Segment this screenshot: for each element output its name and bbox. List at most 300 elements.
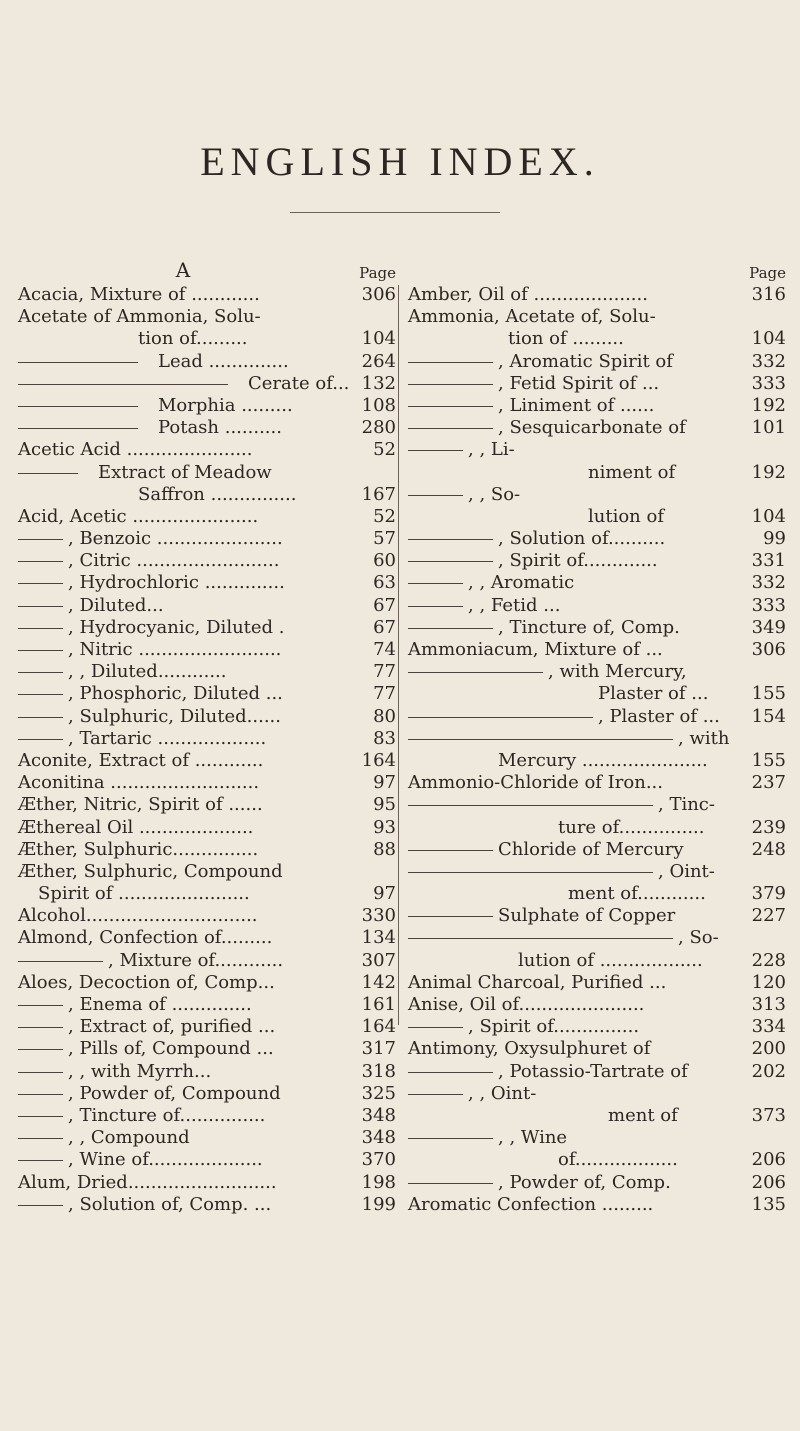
- ditto-dash: [18, 539, 63, 540]
- right-column-header: [408, 258, 786, 284]
- entry-term: Almond, Confection of.........: [18, 927, 273, 949]
- entry-page-number: 97: [373, 883, 396, 905]
- ditto-dash: [408, 1183, 493, 1184]
- index-entry: [408, 728, 786, 750]
- index-entry: [408, 883, 786, 905]
- ditto-dash: [408, 561, 493, 562]
- index-entry: [408, 1061, 786, 1083]
- entry-term: , Powder of, Comp.: [498, 1171, 671, 1193]
- page-label: Page: [359, 264, 396, 282]
- entry-page-number: 67: [373, 616, 396, 638]
- entry-page-number: 334: [751, 1016, 786, 1038]
- entry-page-number: 264: [361, 350, 396, 372]
- index-entry: [18, 439, 396, 461]
- ditto-dash: [408, 916, 493, 917]
- index-entry: [18, 750, 396, 772]
- index-entry: [408, 861, 786, 883]
- left-column: [18, 258, 396, 1216]
- entry-term: , Fetid Spirit of ...: [498, 372, 660, 394]
- index-entry: [18, 550, 396, 572]
- entry-term: Aromatic Confection .........: [408, 1193, 654, 1215]
- index-entry: [18, 794, 396, 816]
- index-entry: [18, 351, 396, 373]
- entry-page-number: 192: [751, 461, 786, 483]
- ditto-dash: [18, 1049, 63, 1050]
- entry-term: , Nitric .........................: [68, 639, 282, 660]
- entry-page-number: 154: [751, 705, 786, 727]
- entry-page-number: 52: [373, 505, 396, 527]
- entry-page-number: 88: [373, 838, 396, 860]
- index-entry: [408, 1194, 786, 1216]
- entry-page-number: 198: [361, 1171, 396, 1193]
- entry-page-number: 60: [373, 550, 396, 572]
- entry-term: , , Wine: [498, 1127, 568, 1149]
- entry-page-number: 63: [373, 572, 396, 594]
- entry-page-number: 280: [361, 417, 396, 439]
- entry-page-number: 164: [361, 749, 396, 771]
- index-entry: [18, 639, 396, 661]
- entry-term: , Tincture of...............: [68, 1104, 266, 1126]
- entry-term: Alum, Dried..........................: [18, 1171, 277, 1193]
- ditto-dash: [18, 473, 78, 474]
- index-entry: [18, 1038, 396, 1060]
- entry-term: Ammonio-Chloride of Iron...: [408, 772, 663, 794]
- entry-page-number: 199: [361, 1193, 396, 1215]
- entry-term: Æther, Nitric, Spirit of ......: [18, 794, 263, 816]
- index-entry: [18, 1172, 396, 1194]
- entry-term: , Aromatic Spirit of: [498, 350, 673, 372]
- entry-page-number: 155: [751, 749, 786, 771]
- entry-term: , Potassio-Tartrate of: [498, 1060, 688, 1082]
- index-entry: [18, 506, 396, 528]
- index-entry: [408, 617, 786, 639]
- entry-term: , , Aromatic: [468, 572, 575, 594]
- index-entry: [18, 572, 396, 594]
- entry-page-number: 104: [751, 328, 786, 350]
- ditto-dash: [18, 1205, 63, 1206]
- entry-page-number: 330: [361, 905, 396, 927]
- entry-term: , Enema of ..............: [68, 994, 252, 1015]
- entry-term: , Hydrocyanic, Diluted .: [68, 616, 285, 638]
- entry-term: Æther, Sulphuric...............: [18, 838, 259, 860]
- entry-term: , Tincture of, Comp.: [498, 616, 680, 638]
- ditto-dash: [408, 450, 463, 451]
- entry-term: niment of: [588, 461, 676, 483]
- page-label: Page: [749, 264, 786, 282]
- entry-term: , Solution of..........: [498, 528, 666, 550]
- entry-page-number: 202: [751, 1060, 786, 1082]
- index-entry: [408, 528, 786, 550]
- entry-page-number: 57: [373, 528, 396, 550]
- entry-term: tion of .........: [508, 328, 624, 350]
- entry-page-number: 316: [751, 284, 786, 305]
- index-entry: [18, 817, 396, 839]
- index-entry: [18, 306, 396, 328]
- ditto-dash: [408, 406, 493, 407]
- index-entry: [18, 994, 396, 1016]
- index-entry: [408, 439, 786, 461]
- ditto-dash: [18, 694, 63, 695]
- entry-page-number: 200: [751, 1038, 786, 1060]
- entry-term: ment of: [608, 1104, 678, 1126]
- ditto-dash: [408, 428, 493, 429]
- entry-term: , Hydrochloric ..............: [68, 572, 285, 594]
- entry-term: ture of...............: [558, 816, 705, 838]
- entry-page-number: 306: [751, 639, 786, 660]
- ditto-dash: [18, 1138, 63, 1139]
- entry-page-number: 318: [361, 1060, 396, 1082]
- entry-term: , Extract of, purified ...: [68, 1016, 276, 1038]
- ditto-dash: [18, 717, 63, 718]
- index-entry: [408, 661, 786, 683]
- entry-term: Saffron ...............: [138, 483, 297, 505]
- index-entry: [18, 861, 396, 883]
- index-entry: [408, 683, 786, 705]
- entry-page-number: 95: [373, 794, 396, 816]
- ditto-dash: [18, 1005, 63, 1006]
- entry-page-number: 332: [751, 572, 786, 594]
- entry-term: , , So-: [468, 483, 521, 505]
- entry-term: Ammoniacum, Mixture of ...: [408, 639, 663, 660]
- index-entry: [408, 373, 786, 395]
- index-entry: [408, 417, 786, 439]
- entry-page-number: 161: [361, 994, 396, 1015]
- entry-term: , Phosphoric, Diluted ...: [68, 683, 283, 705]
- entry-term: of..................: [558, 1149, 678, 1171]
- index-entry: [408, 1127, 786, 1149]
- entry-term: , , Compound: [68, 1127, 190, 1149]
- entry-term: , Plaster of ...: [598, 705, 720, 727]
- entry-term: Aloes, Decoction of, Comp...: [18, 971, 275, 993]
- entry-term: Acetic Acid ......................: [18, 439, 253, 461]
- ditto-dash: [18, 1027, 63, 1028]
- entry-term: , Benzoic ......................: [68, 528, 283, 550]
- entry-page-number: 332: [751, 350, 786, 372]
- title-rule: [290, 212, 500, 213]
- entry-page-number: 104: [751, 505, 786, 527]
- entry-term: Ammonia, Acetate of, Solu-: [408, 306, 656, 328]
- entry-page-number: 74: [373, 639, 396, 660]
- index-entry: [18, 417, 396, 439]
- ditto-dash: [408, 672, 543, 673]
- index-entry: [408, 550, 786, 572]
- ditto-dash: [18, 739, 63, 740]
- index-entry: [18, 373, 396, 395]
- entry-term: , , Oint-: [468, 1082, 537, 1104]
- ditto-dash: [408, 628, 493, 629]
- entry-term: , Tartaric ...................: [68, 727, 267, 749]
- entry-page-number: 333: [751, 594, 786, 616]
- entry-term: Plaster of ...: [598, 683, 709, 705]
- entry-term: , with Mercury,: [548, 661, 687, 683]
- index-entry: [408, 328, 786, 350]
- entry-term: , Spirit of.............: [498, 550, 658, 572]
- entry-page-number: 370: [361, 1149, 396, 1171]
- index-entry: [408, 927, 786, 949]
- entry-term: , Pills of, Compound ...: [68, 1038, 274, 1060]
- entry-term: , Mixture of............: [108, 949, 284, 971]
- entry-term: , Wine of....................: [68, 1149, 263, 1171]
- entry-page-number: 104: [361, 328, 396, 350]
- entry-page-number: 325: [361, 1082, 396, 1104]
- entry-page-number: 313: [751, 994, 786, 1015]
- entry-term: , Citric .........................: [68, 550, 280, 572]
- entry-term: Chloride of Mercury: [498, 838, 684, 860]
- index-entry: [408, 994, 786, 1016]
- index-entry: [18, 683, 396, 705]
- entry-page-number: 348: [361, 1104, 396, 1126]
- entry-term: Extract of Meadow: [98, 461, 272, 483]
- ditto-dash: [408, 606, 463, 607]
- ditto-dash: [408, 805, 653, 806]
- page-title: ENGLISH INDEX.: [200, 139, 600, 184]
- entry-page-number: 99: [763, 528, 786, 550]
- ditto-dash: [408, 872, 653, 873]
- ditto-dash: [18, 1116, 63, 1117]
- index-entry: [408, 1083, 786, 1105]
- section-letter: A: [175, 258, 191, 282]
- entry-page-number: 348: [361, 1127, 396, 1149]
- entry-page-number: 77: [373, 661, 396, 683]
- index-entry: [408, 1016, 786, 1038]
- index-entry: [18, 1194, 396, 1216]
- entry-term: Amber, Oil of ....................: [408, 284, 648, 305]
- ditto-dash: [408, 539, 493, 540]
- entry-term: Acetate of Ammonia, Solu-: [18, 306, 261, 328]
- index-entry: [408, 1172, 786, 1194]
- ditto-dash: [408, 1027, 463, 1028]
- index-entry: [18, 284, 396, 306]
- index-entry: [18, 595, 396, 617]
- entry-term: Acid, Acetic ......................: [18, 505, 259, 527]
- left-entries: [18, 284, 396, 1216]
- ditto-dash: [18, 650, 63, 651]
- index-entry: [18, 839, 396, 861]
- entry-term: , , Li-: [468, 439, 515, 461]
- entry-page-number: 134: [361, 927, 396, 949]
- index-entry: [18, 883, 396, 905]
- entry-term: Cerate of...: [248, 372, 350, 394]
- index-entry: [18, 1149, 396, 1171]
- entry-page-number: 206: [751, 1149, 786, 1171]
- entry-term: Animal Charcoal, Purified ...: [408, 971, 667, 993]
- ditto-dash: [18, 961, 103, 962]
- entry-term: Æthereal Oil ....................: [18, 816, 254, 838]
- entry-page-number: 237: [751, 772, 786, 794]
- ditto-dash: [408, 850, 493, 851]
- index-entry: [408, 639, 786, 661]
- entry-page-number: 120: [751, 971, 786, 993]
- ditto-dash: [18, 561, 63, 562]
- ditto-dash: [18, 1072, 63, 1073]
- index-entry: [18, 950, 396, 972]
- ditto-dash: [18, 628, 63, 629]
- entry-page-number: 93: [373, 816, 396, 838]
- entry-term: Æther, Sulphuric, Compound: [18, 860, 283, 882]
- index-entry: [18, 528, 396, 550]
- right-column: [408, 258, 786, 1216]
- entry-term: lution of ..................: [518, 949, 703, 971]
- entry-term: Acacia, Mixture of ............: [18, 284, 260, 305]
- index-entry: [18, 617, 396, 639]
- index-entry: [408, 706, 786, 728]
- ditto-dash: [18, 1094, 63, 1095]
- entry-page-number: 373: [751, 1104, 786, 1126]
- entry-term: , Powder of, Compound: [68, 1082, 281, 1104]
- entry-page-number: 142: [361, 971, 396, 993]
- entry-page-number: 239: [751, 816, 786, 838]
- index-entry: [18, 395, 396, 417]
- entry-term: , So-: [678, 927, 719, 949]
- index-entry: [18, 706, 396, 728]
- index-entry: [408, 306, 786, 328]
- entry-page-number: 349: [751, 616, 786, 638]
- index-entry: [408, 1105, 786, 1127]
- entry-term: Morphia .........: [158, 394, 293, 416]
- index-entry: [408, 595, 786, 617]
- entry-page-number: 331: [751, 550, 786, 572]
- ditto-dash: [408, 739, 673, 740]
- index-entry: [18, 905, 396, 927]
- entry-page-number: 227: [751, 905, 786, 927]
- entry-term: , Spirit of...............: [468, 1016, 640, 1038]
- entry-term: , Sulphuric, Diluted......: [68, 705, 281, 727]
- entry-term: Spirit of .......................: [38, 883, 250, 905]
- index-entry: [408, 839, 786, 861]
- entry-page-number: 132: [361, 372, 396, 394]
- entry-page-number: 52: [373, 439, 396, 461]
- index-entry: [408, 905, 786, 927]
- entry-term: lution of: [588, 505, 664, 527]
- index-entry: [408, 950, 786, 972]
- entry-term: Lead ..............: [158, 350, 289, 372]
- ditto-dash: [18, 583, 63, 584]
- index-entry: [408, 572, 786, 594]
- entry-page-number: 192: [751, 394, 786, 416]
- entry-term: Sulphate of Copper: [498, 905, 676, 927]
- ditto-dash: [408, 495, 463, 496]
- entry-page-number: 167: [361, 483, 396, 505]
- index-entry: [408, 506, 786, 528]
- ditto-dash: [18, 672, 63, 673]
- index-entry: [408, 351, 786, 373]
- ditto-dash: [18, 428, 138, 429]
- index-entry: [408, 1038, 786, 1060]
- index-entry: [18, 328, 396, 350]
- index-entry: [18, 728, 396, 750]
- entry-page-number: 77: [373, 683, 396, 705]
- entry-page-number: 108: [361, 394, 396, 416]
- ditto-dash: [408, 1094, 463, 1095]
- entry-term: ment of............: [568, 883, 706, 905]
- ditto-dash: [408, 362, 493, 363]
- entry-page-number: 80: [373, 705, 396, 727]
- entry-term: , Sesquicarbonate of: [498, 417, 686, 439]
- entry-page-number: 379: [751, 883, 786, 905]
- index-entry: [18, 927, 396, 949]
- entry-term: , Tinc-: [658, 794, 715, 816]
- index-entry: [18, 1061, 396, 1083]
- entry-term: , Oint-: [658, 860, 715, 882]
- entry-term: Potash ..........: [158, 417, 282, 439]
- index-entry: [408, 817, 786, 839]
- entry-term: , , Diluted............: [68, 661, 227, 683]
- ditto-dash: [408, 1138, 493, 1139]
- left-column-header: [18, 258, 396, 284]
- index-entry: [18, 462, 396, 484]
- column-divider: [398, 285, 399, 1025]
- entry-term: Aconitina ..........................: [18, 772, 260, 794]
- ditto-dash: [18, 1160, 63, 1161]
- entry-page-number: 228: [751, 949, 786, 971]
- index-entry: [18, 972, 396, 994]
- entry-term: Mercury ......................: [498, 749, 708, 771]
- ditto-dash: [18, 606, 63, 607]
- index-entry: [18, 772, 396, 794]
- ditto-dash: [408, 583, 463, 584]
- entry-page-number: 317: [361, 1038, 396, 1060]
- entry-page-number: 83: [373, 727, 396, 749]
- entry-page-number: 248: [751, 838, 786, 860]
- index-entry: [18, 1127, 396, 1149]
- index-entry: [18, 1083, 396, 1105]
- entry-page-number: 155: [751, 683, 786, 705]
- entry-term: , with: [678, 727, 730, 749]
- right-entries: [408, 284, 786, 1216]
- entry-term: Aconite, Extract of ............: [18, 749, 264, 771]
- entry-page-number: 333: [751, 372, 786, 394]
- entry-term: Anise, Oil of......................: [408, 994, 645, 1015]
- index-entry: [408, 972, 786, 994]
- entry-page-number: 101: [751, 417, 786, 439]
- index-entry: [18, 1105, 396, 1127]
- index-entry: [408, 750, 786, 772]
- ditto-dash: [18, 384, 228, 385]
- index-entry: [18, 484, 396, 506]
- entry-term: , Solution of, Comp. ...: [68, 1193, 272, 1215]
- entry-page-number: 164: [361, 1016, 396, 1038]
- ditto-dash: [18, 406, 138, 407]
- ditto-dash: [408, 938, 673, 939]
- entry-term: , Liniment of ......: [498, 394, 655, 416]
- ditto-dash: [18, 362, 138, 363]
- entry-term: , , with Myrrh...: [68, 1060, 212, 1082]
- index-entry: [408, 284, 786, 306]
- entry-term: Antimony, Oxysulphuret of: [408, 1038, 651, 1060]
- entry-term: tion of.........: [138, 328, 248, 350]
- entry-page-number: 97: [373, 772, 396, 794]
- entry-term: Alcohol..............................: [18, 905, 258, 927]
- index-entry: [408, 794, 786, 816]
- entry-page-number: 67: [373, 594, 396, 616]
- entry-page-number: 307: [361, 949, 396, 971]
- entry-page-number: 206: [751, 1171, 786, 1193]
- index-entry: [18, 661, 396, 683]
- entry-page-number: 306: [361, 284, 396, 305]
- index-entry: [408, 395, 786, 417]
- entry-term: , , Fetid ...: [468, 594, 561, 616]
- ditto-dash: [408, 1072, 493, 1073]
- index-entry: [408, 1149, 786, 1171]
- index-entry: [408, 772, 786, 794]
- entry-page-number: 135: [751, 1193, 786, 1215]
- ditto-dash: [408, 384, 493, 385]
- index-entry: [408, 462, 786, 484]
- index-entry: [18, 1016, 396, 1038]
- entry-term: , Diluted...: [68, 594, 164, 616]
- index-entry: [408, 484, 786, 506]
- ditto-dash: [408, 717, 593, 718]
